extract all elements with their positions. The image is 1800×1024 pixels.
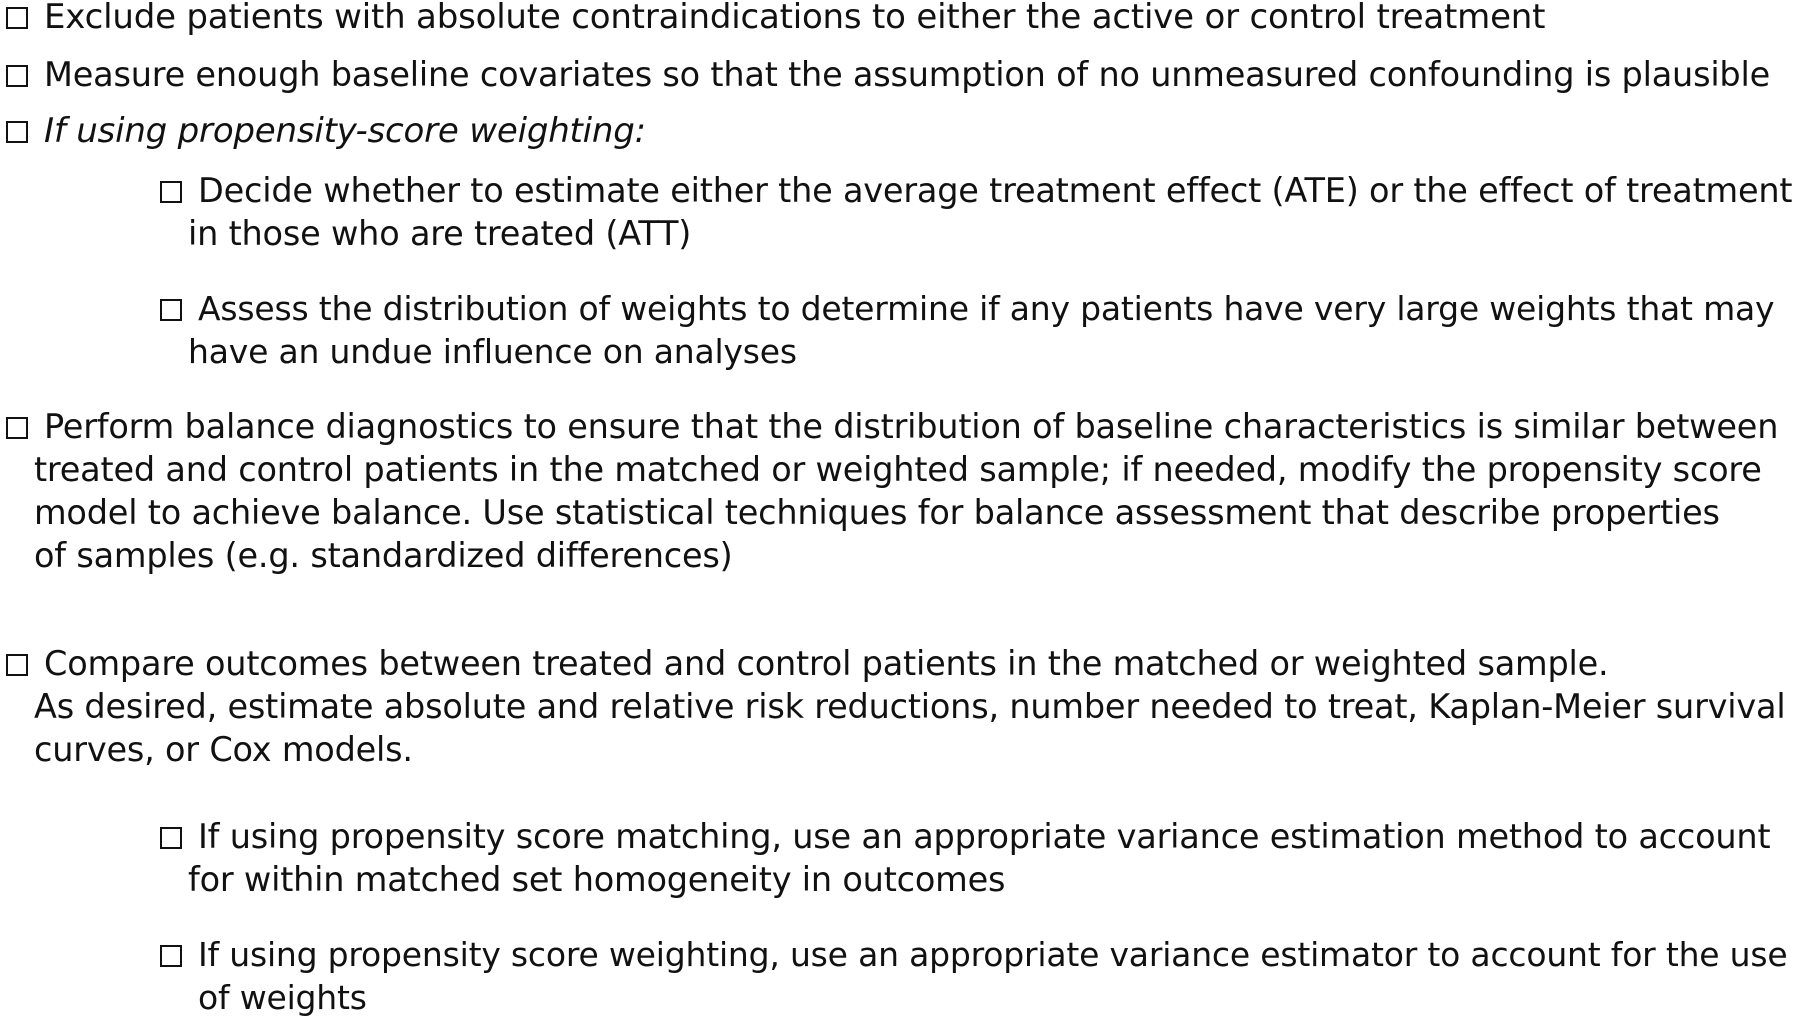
checklist-item-compare-outcomes [6, 642, 1785, 771]
checklist-item-balance-diagnostics [6, 405, 1778, 577]
checklist-item-line: model to achieve balance. Use statistical techniques for balance assessment that describe properties [34, 493, 1720, 532]
checklist-item-line: have an undue influence on analyses [188, 332, 797, 371]
checkbox[interactable] [6, 7, 28, 29]
checklist-item-line [6, 642, 1785, 685]
item-text: Measure enough baseline covariates so that the assumption of no unmeasured confounding is plausible [44, 55, 1771, 94]
checklist-subitem-weighting-variance [160, 933, 1788, 1019]
checklist-item-weighting-heading [6, 110, 646, 153]
checklist-item-line: in those who are treated (ATT) [188, 214, 692, 253]
checklist-item-line [160, 287, 1774, 330]
checkbox[interactable] [160, 299, 182, 321]
checklist-subitem-assess-weights [160, 287, 1774, 373]
checklist-item-line: treated and control patients in the matched or weighted sample; if needed, modify the propensity score [34, 450, 1762, 489]
checklist-subitem-matching-variance [160, 815, 1770, 901]
checkbox[interactable] [6, 654, 28, 676]
item-text: If using propensity-score weighting: [44, 111, 646, 151]
checklist-subitem-ate-att [160, 169, 1792, 255]
checklist-item-line [160, 169, 1792, 212]
checkbox[interactable] [6, 417, 28, 439]
checklist-item-measure-covariates [6, 53, 1770, 96]
checklist-item-line [6, 0, 1545, 39]
checklist-item-line [160, 933, 1788, 976]
checkbox[interactable] [160, 827, 182, 849]
checklist-item-line: for within matched set homogeneity in outcomes [188, 860, 1006, 899]
item-text: If using propensity score matching, use an appropriate variance estimation method to account [198, 817, 1771, 856]
checkbox[interactable] [160, 945, 182, 967]
checklist-item-line [6, 405, 1778, 448]
checklist-item-line: As desired, estimate absolute and relative risk reductions, number needed to treat, Kaplan-Meier survival [34, 687, 1786, 726]
item-text: Perform balance diagnostics to ensure that the distribution of baseline characteristics is similar between [44, 407, 1779, 446]
item-text: If using propensity score weighting, use an appropriate variance estimator to account for the use [198, 935, 1788, 974]
checklist-item-exclude-contraindications [6, 0, 1545, 39]
checkbox[interactable] [6, 65, 28, 87]
checklist-item-line [6, 110, 646, 153]
checkbox[interactable] [6, 121, 28, 143]
item-text: Exclude patients with absolute contraindications to either the active or control treatment [44, 0, 1546, 37]
checklist-item-line [6, 53, 1770, 96]
item-text: Compare outcomes between treated and control patients in the matched or weighted sample. [44, 644, 1609, 683]
checklist-item-line: curves, or Cox models. [34, 730, 413, 769]
item-text: Decide whether to estimate either the average treatment effect (ATE) or the effect of treatment [198, 171, 1793, 210]
checklist-item-line: of weights [198, 978, 367, 1017]
checklist-item-line [160, 815, 1770, 858]
checklist-item-line: of samples (e.g. standardized differences) [34, 536, 733, 575]
item-text: Assess the distribution of weights to determine if any patients have very large weights that may [198, 289, 1775, 328]
checkbox[interactable] [160, 181, 182, 203]
